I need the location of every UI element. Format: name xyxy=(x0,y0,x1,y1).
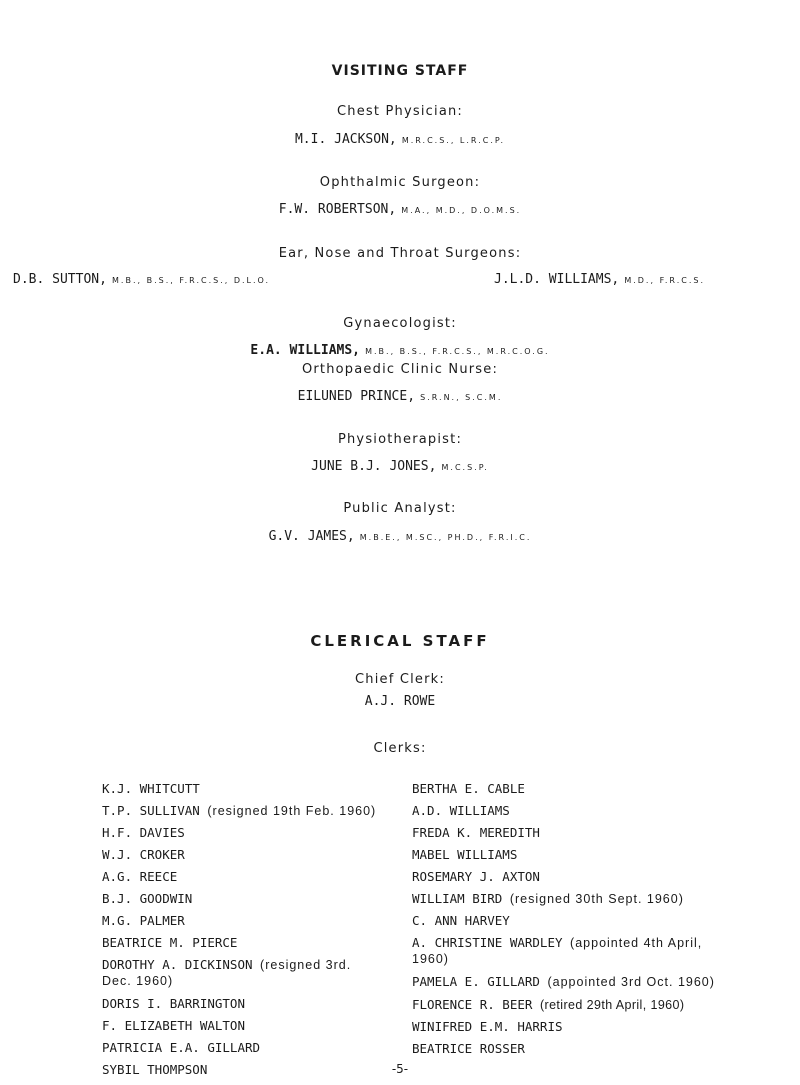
chest-physician-role: Chest Physician: xyxy=(336,104,464,119)
ophthalmic-surgeon-quals: M.A., M.D., D.O.M.S. xyxy=(401,206,522,215)
ortho-nurse-role: Orthopaedic Clinic Nurse: xyxy=(301,362,499,377)
gynaecologist-entry xyxy=(0,339,800,358)
ophthalmic-surgeon-entry xyxy=(0,198,800,217)
ent-surgeon-1 xyxy=(13,268,270,287)
list-item: A.D. WILLIAMS xyxy=(412,803,510,818)
ent-surgeon-2-quals: M.D., F.R.C.S. xyxy=(624,276,705,285)
clerk-note: (appointed 4th April, 1960) xyxy=(412,936,703,966)
list-item: BEATRICE ROSSER xyxy=(412,1041,525,1056)
clerk-note: (retired 29th April, 1960) xyxy=(539,998,685,1012)
page-number: -5- xyxy=(391,1062,409,1076)
list-item: F. ELIZABETH WALTON xyxy=(102,1018,245,1033)
ortho-nurse-quals: S.R.N., S.C.M. xyxy=(420,393,503,402)
visiting-staff-heading: VISITING STAFF xyxy=(331,63,469,79)
list-item xyxy=(412,994,772,1016)
list-item: MABEL WILLIAMS xyxy=(412,847,518,862)
clerk-note: (appointed 3rd Oct. 1960) xyxy=(547,975,715,989)
clerk-name: WILLIAM BIRD xyxy=(412,891,503,906)
list-item: H.F. DAVIES xyxy=(102,825,185,840)
ent-surgeon-2-name: J.L.D. WILLIAMS, xyxy=(494,272,620,287)
list-item: M.G. PALMER xyxy=(102,913,185,928)
gynaecologist-quals: M.B., B.S., F.R.C.S., M.R.C.O.G. xyxy=(365,347,550,356)
clerical-staff-heading: CLERICAL STAFF xyxy=(310,632,490,650)
clerks-list-left xyxy=(102,778,377,1081)
clerk-name: T.P. SULLIVAN xyxy=(102,803,200,818)
list-item: B.J. GOODWIN xyxy=(102,891,193,906)
ent-surgeon-1-quals: M.B., B.S., F.R.C.S., D.L.O. xyxy=(112,276,271,285)
chest-physician-name: M.I. JACKSON, xyxy=(294,132,397,147)
ortho-nurse-entry xyxy=(0,385,800,404)
list-item: DORIS I. BARRINGTON xyxy=(102,996,245,1011)
clerks-list-right xyxy=(412,778,772,1060)
chest-physician-quals: M.R.C.S., L.R.C.P. xyxy=(401,136,505,145)
public-analyst-entry xyxy=(0,525,800,544)
list-item: PATRICIA E.A. GILLARD xyxy=(102,1040,261,1055)
physiotherapist-role: Physiotherapist: xyxy=(337,432,463,447)
ophthalmic-surgeon-name: F.W. ROBERTSON, xyxy=(278,202,397,217)
clerks-role: Clerks: xyxy=(373,741,427,756)
clerk-name: FLORENCE R. BEER xyxy=(412,997,533,1012)
clerk-note: (resigned 3rd. Dec. 1960) xyxy=(102,958,352,988)
physiotherapist-entry xyxy=(0,455,800,474)
list-item xyxy=(412,932,712,971)
public-analyst-name: G.V. JAMES, xyxy=(268,529,355,544)
public-analyst-quals: M.B.E., M.SC., PH.D., F.R.I.C. xyxy=(359,533,532,542)
clerk-name: PAMELA E. GILLARD xyxy=(412,974,540,989)
list-item xyxy=(102,800,377,822)
ent-surgeon-1-name: D.B. SUTTON, xyxy=(13,272,107,287)
ent-surgeons-role: Ear, Nose and Throat Surgeons: xyxy=(278,246,522,261)
ent-surgeon-2 xyxy=(494,268,705,287)
list-item xyxy=(102,954,372,993)
list-item: WINIFRED E.M. HARRIS xyxy=(412,1019,563,1034)
list-item: BERTHA E. CABLE xyxy=(412,781,525,796)
list-item: W.J. CROKER xyxy=(102,847,185,862)
clerk-name: DOROTHY A. DICKINSON xyxy=(102,957,253,972)
clerk-note: (resigned 30th Sept. 1960) xyxy=(509,892,684,906)
physiotherapist-quals: M.C.S.P. xyxy=(441,463,489,472)
gynaecologist-role: Gynaecologist: xyxy=(343,316,457,331)
chief-clerk-name: A.J. ROWE xyxy=(364,694,436,709)
list-item: A.G. REECE xyxy=(102,869,178,884)
list-item xyxy=(412,888,772,910)
clerk-name: A. CHRISTINE WARDLEY xyxy=(412,935,563,950)
ophthalmic-surgeon-role: Ophthalmic Surgeon: xyxy=(319,175,481,190)
list-item: SYBIL THOMPSON xyxy=(102,1062,208,1077)
list-item: K.J. WHITCUTT xyxy=(102,781,200,796)
list-item xyxy=(412,971,732,994)
chest-physician-entry xyxy=(0,128,800,147)
gynaecologist-name: E.A. WILLIAMS, xyxy=(250,343,360,358)
public-analyst-role: Public Analyst: xyxy=(343,501,457,516)
physiotherapist-name: JUNE B.J. JONES, xyxy=(311,459,437,474)
ortho-nurse-name: EILUNED PRINCE, xyxy=(297,389,416,404)
list-item: C. ANN HARVEY xyxy=(412,913,510,928)
list-item: FREDA K. MEREDITH xyxy=(412,825,540,840)
clerk-note: (resigned 19th Feb. 1960) xyxy=(207,804,377,818)
list-item: ROSEMARY J. AXTON xyxy=(412,869,540,884)
chief-clerk-role: Chief Clerk: xyxy=(355,672,445,687)
list-item: BEATRICE M. PIERCE xyxy=(102,935,238,950)
